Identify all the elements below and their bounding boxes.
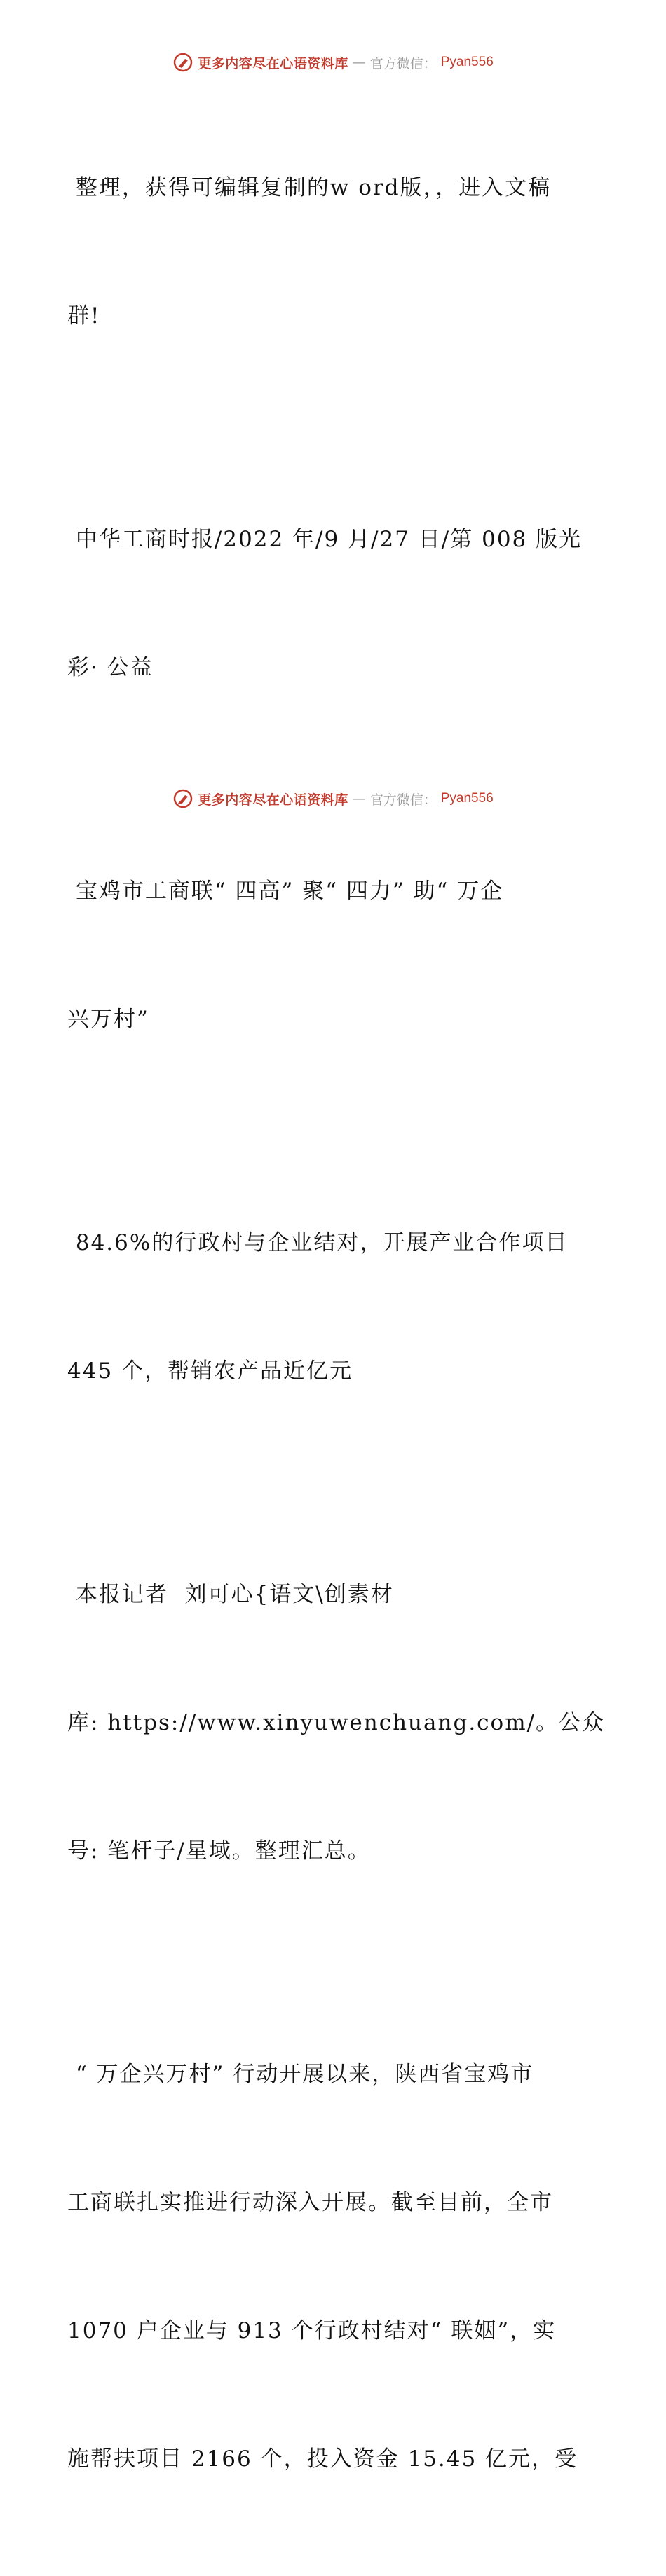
paragraph-body	[67, 1968, 600, 2566]
watermark-separator: —	[352, 791, 366, 806]
watermark-wechat-label: 官方微信：	[369, 55, 437, 71]
watermark-site-name: 更多内容尽在心语资料库	[198, 792, 348, 808]
text-line: 号: 笔杆子/星域。整理汇总。	[67, 1838, 371, 1864]
watermark-wechat-id: Pyan556	[440, 791, 494, 806]
pen-nib-circle-icon	[172, 788, 193, 809]
text-line: 群!	[67, 303, 101, 329]
text-line: 本报记者 刘可心{语文\创素材	[67, 1582, 394, 1607]
paragraph-byline	[67, 1488, 606, 1958]
text-line: 施帮扶项目 2166 个，投入资金 15.45 亿元，受	[67, 2446, 578, 2472]
text-line: 1070 户企业与 913 个行政村结对“ 联姻”，实	[67, 2318, 557, 2343]
text-line: 库: https://www.xinyuwenchuang.com/。公众	[67, 1710, 606, 1735]
paragraph-subheadline	[67, 1136, 600, 1478]
text-line: 宝鸡市工商联“ 四高” 聚“ 四力” 助“ 万企	[67, 879, 504, 904]
pen-nib-circle-icon	[172, 52, 193, 73]
paragraph-source	[67, 433, 600, 775]
watermark-separator: —	[352, 55, 366, 70]
text-line: 彩· 公益	[67, 655, 154, 680]
text-line: “ 万企兴万村” 行动开展以来，陕西省宝鸡市	[67, 2062, 534, 2087]
text-line: 兴万村”	[67, 1007, 149, 1032]
watermark-wechat-label: 官方微信：	[369, 792, 437, 808]
watermark-wechat-id: Pyan556	[440, 55, 494, 69]
watermark-site-name: 更多内容尽在心语资料库	[198, 55, 348, 71]
text-line: 工商联扎实推进行动深入开展。截至目前，全市	[67, 2190, 553, 2215]
text-line: 中华工商时报/2022 年/9 月/27 日/第 008 版光	[67, 527, 583, 552]
text-line: 整理，获得可编辑复制的w ord版，，进入文稿	[67, 175, 552, 200]
header-watermark	[0, 50, 666, 74]
paragraph-intro	[67, 81, 600, 423]
document-body	[67, 81, 606, 2576]
text-line: 445 个，帮销农产品近亿元	[67, 1358, 353, 1384]
paragraph-headline	[67, 785, 600, 1127]
text-line: 84.6%的行政村与企业结对，开展产业合作项目	[67, 1230, 569, 1255]
footer-watermark	[0, 787, 666, 811]
